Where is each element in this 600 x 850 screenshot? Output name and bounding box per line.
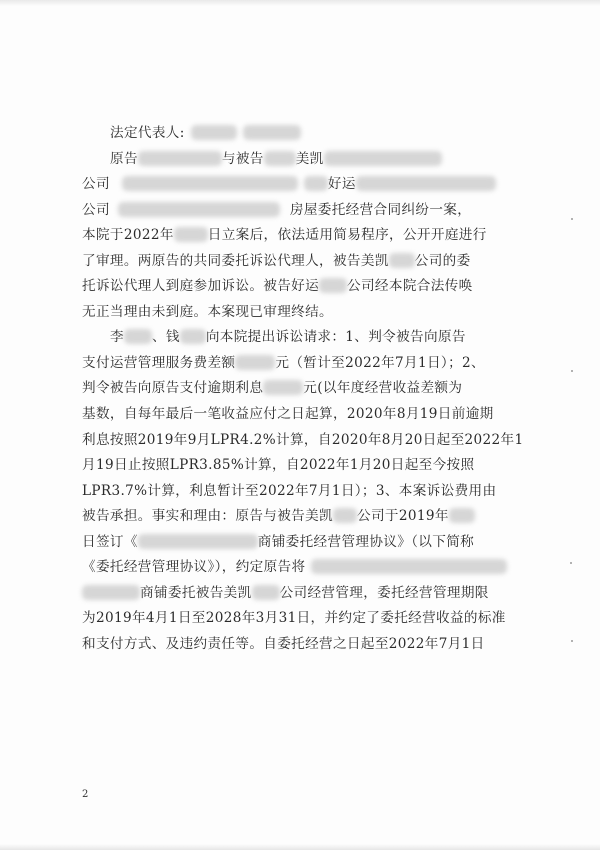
text-segment: 原告 [110, 150, 138, 167]
text-segment: 好运 [327, 176, 356, 193]
text-line [82, 402, 522, 428]
text-line [82, 249, 522, 275]
redacted-text [389, 253, 415, 268]
text-segment: 日签订《 [82, 533, 138, 550]
text-segment: 法定代表人: [110, 125, 185, 141]
text-segment: LPR3.7%计算，利息暂计至2022年7月1日）；3、本案诉讼费用由 [82, 482, 497, 499]
redacted-company-name [122, 176, 298, 191]
text-line [82, 530, 522, 556]
text-segment: 公司 [82, 176, 110, 193]
redacted-property-address [311, 559, 507, 574]
text-segment: 无正当理由未到庭。本案现已审理终结。 [82, 303, 333, 320]
text-segment: 元(以年度经营收益差额为 [303, 380, 463, 397]
text-segment: 日立案后，依法适用简易程序，公开开庭进行 [207, 227, 487, 244]
scan-speck [571, 218, 573, 220]
text-segment: 公司于2019年 [357, 508, 449, 525]
redacted-name [191, 125, 237, 140]
redacted-property-address [82, 585, 140, 600]
redacted-name [243, 125, 301, 140]
redacted-plaintiff-names [138, 151, 222, 166]
text-line [82, 632, 522, 658]
text-line-legal-representative [82, 121, 522, 147]
text-segment: 了审理。两原告的共同委托诉讼代理人，被告美凯 [82, 252, 389, 269]
text-segment: 基数，自每年最后一笔收益应付之日起算，2020年8月19日前逾期 [82, 406, 494, 423]
page-number: 2 [82, 789, 89, 800]
text-line [82, 172, 522, 198]
text-segment: 利息按照2019年9月LPR4.2%计算，自2020年8月20日起至2022年1 [82, 431, 524, 448]
redacted-amount [263, 380, 303, 395]
text-segment: 为2019年4月1日至2028年3月31日，并约定了委托经营收益的标准 [82, 610, 506, 627]
text-line [82, 479, 522, 505]
text-segment: 公司的委 [414, 252, 471, 269]
text-segment: 公司 [82, 201, 110, 218]
page-edge-bottom [0, 844, 600, 850]
redacted-name [180, 329, 206, 344]
redacted-text [252, 585, 280, 600]
text-segment: 公司经营管理，委托经营管理期限 [279, 584, 489, 601]
text-line [82, 504, 522, 530]
text-line [82, 300, 522, 326]
scan-speck [570, 562, 572, 564]
redacted-text [333, 508, 357, 523]
text-line [82, 274, 522, 300]
text-segment: 支付运营管理服务费差额 [82, 354, 236, 371]
redacted-text [304, 176, 328, 191]
text-segment: 公司经本院合法传唤 [347, 278, 473, 295]
redacted-name [124, 329, 152, 344]
redacted-date [174, 227, 208, 242]
text-line [82, 581, 522, 607]
text-segment: 向本院提出诉讼请求：1、判令被告向原告 [205, 329, 466, 346]
text-segment: 与被告 [221, 150, 264, 167]
scan-speck [571, 370, 573, 372]
text-segment: 《委托经营管理协议》），约定原告将 [82, 559, 306, 576]
text-line [82, 376, 522, 402]
judgment-text [82, 121, 522, 657]
text-segment: 和支付方式、及违约责任等。自委托经营之日起至2022年7月1日 [82, 635, 485, 652]
text-segment: 判令被告向原告支付逾期利息 [82, 380, 264, 397]
text-line [82, 325, 522, 351]
text-line [82, 198, 522, 224]
text-segment: 本院于2022年 [82, 227, 174, 244]
redacted-company-name [356, 176, 496, 191]
text-segment: 房屋委托经营合同纠纷一案， [289, 201, 472, 218]
text-segment: 美凯 [295, 150, 324, 167]
page-edge-top [0, 0, 600, 6]
text-segment: 商铺委托被告美凯 [140, 584, 252, 601]
text-line [82, 428, 522, 454]
redacted-text [319, 278, 347, 293]
redacted-address [118, 202, 280, 217]
redacted-property-name [138, 534, 258, 549]
text-segment: 商铺委托经营管理协议》（以下简称 [257, 533, 475, 550]
text-segment: 元（暂计至2022年7月1日）；2、 [275, 354, 485, 371]
text-segment: 被告承担。事实和理由：原告与被告美凯 [82, 508, 333, 525]
redacted-text [264, 151, 296, 166]
scan-speck [571, 640, 573, 642]
text-line [82, 147, 522, 173]
text-line [82, 453, 522, 479]
redacted-date [449, 508, 475, 523]
text-segment: 月19日止按照LPR3.85%计算，自2022年1月20日起至今按照 [82, 457, 475, 474]
text-segment: 李 [110, 329, 124, 346]
text-line [82, 606, 522, 632]
text-line [82, 351, 522, 377]
redacted-company-name [324, 151, 442, 166]
text-segment: 、钱 [151, 329, 180, 346]
redacted-amount [235, 355, 275, 370]
text-line [82, 555, 522, 581]
text-segment: 托诉讼代理人到庭参加诉讼。被告好运 [82, 278, 320, 295]
text-line [82, 223, 522, 249]
